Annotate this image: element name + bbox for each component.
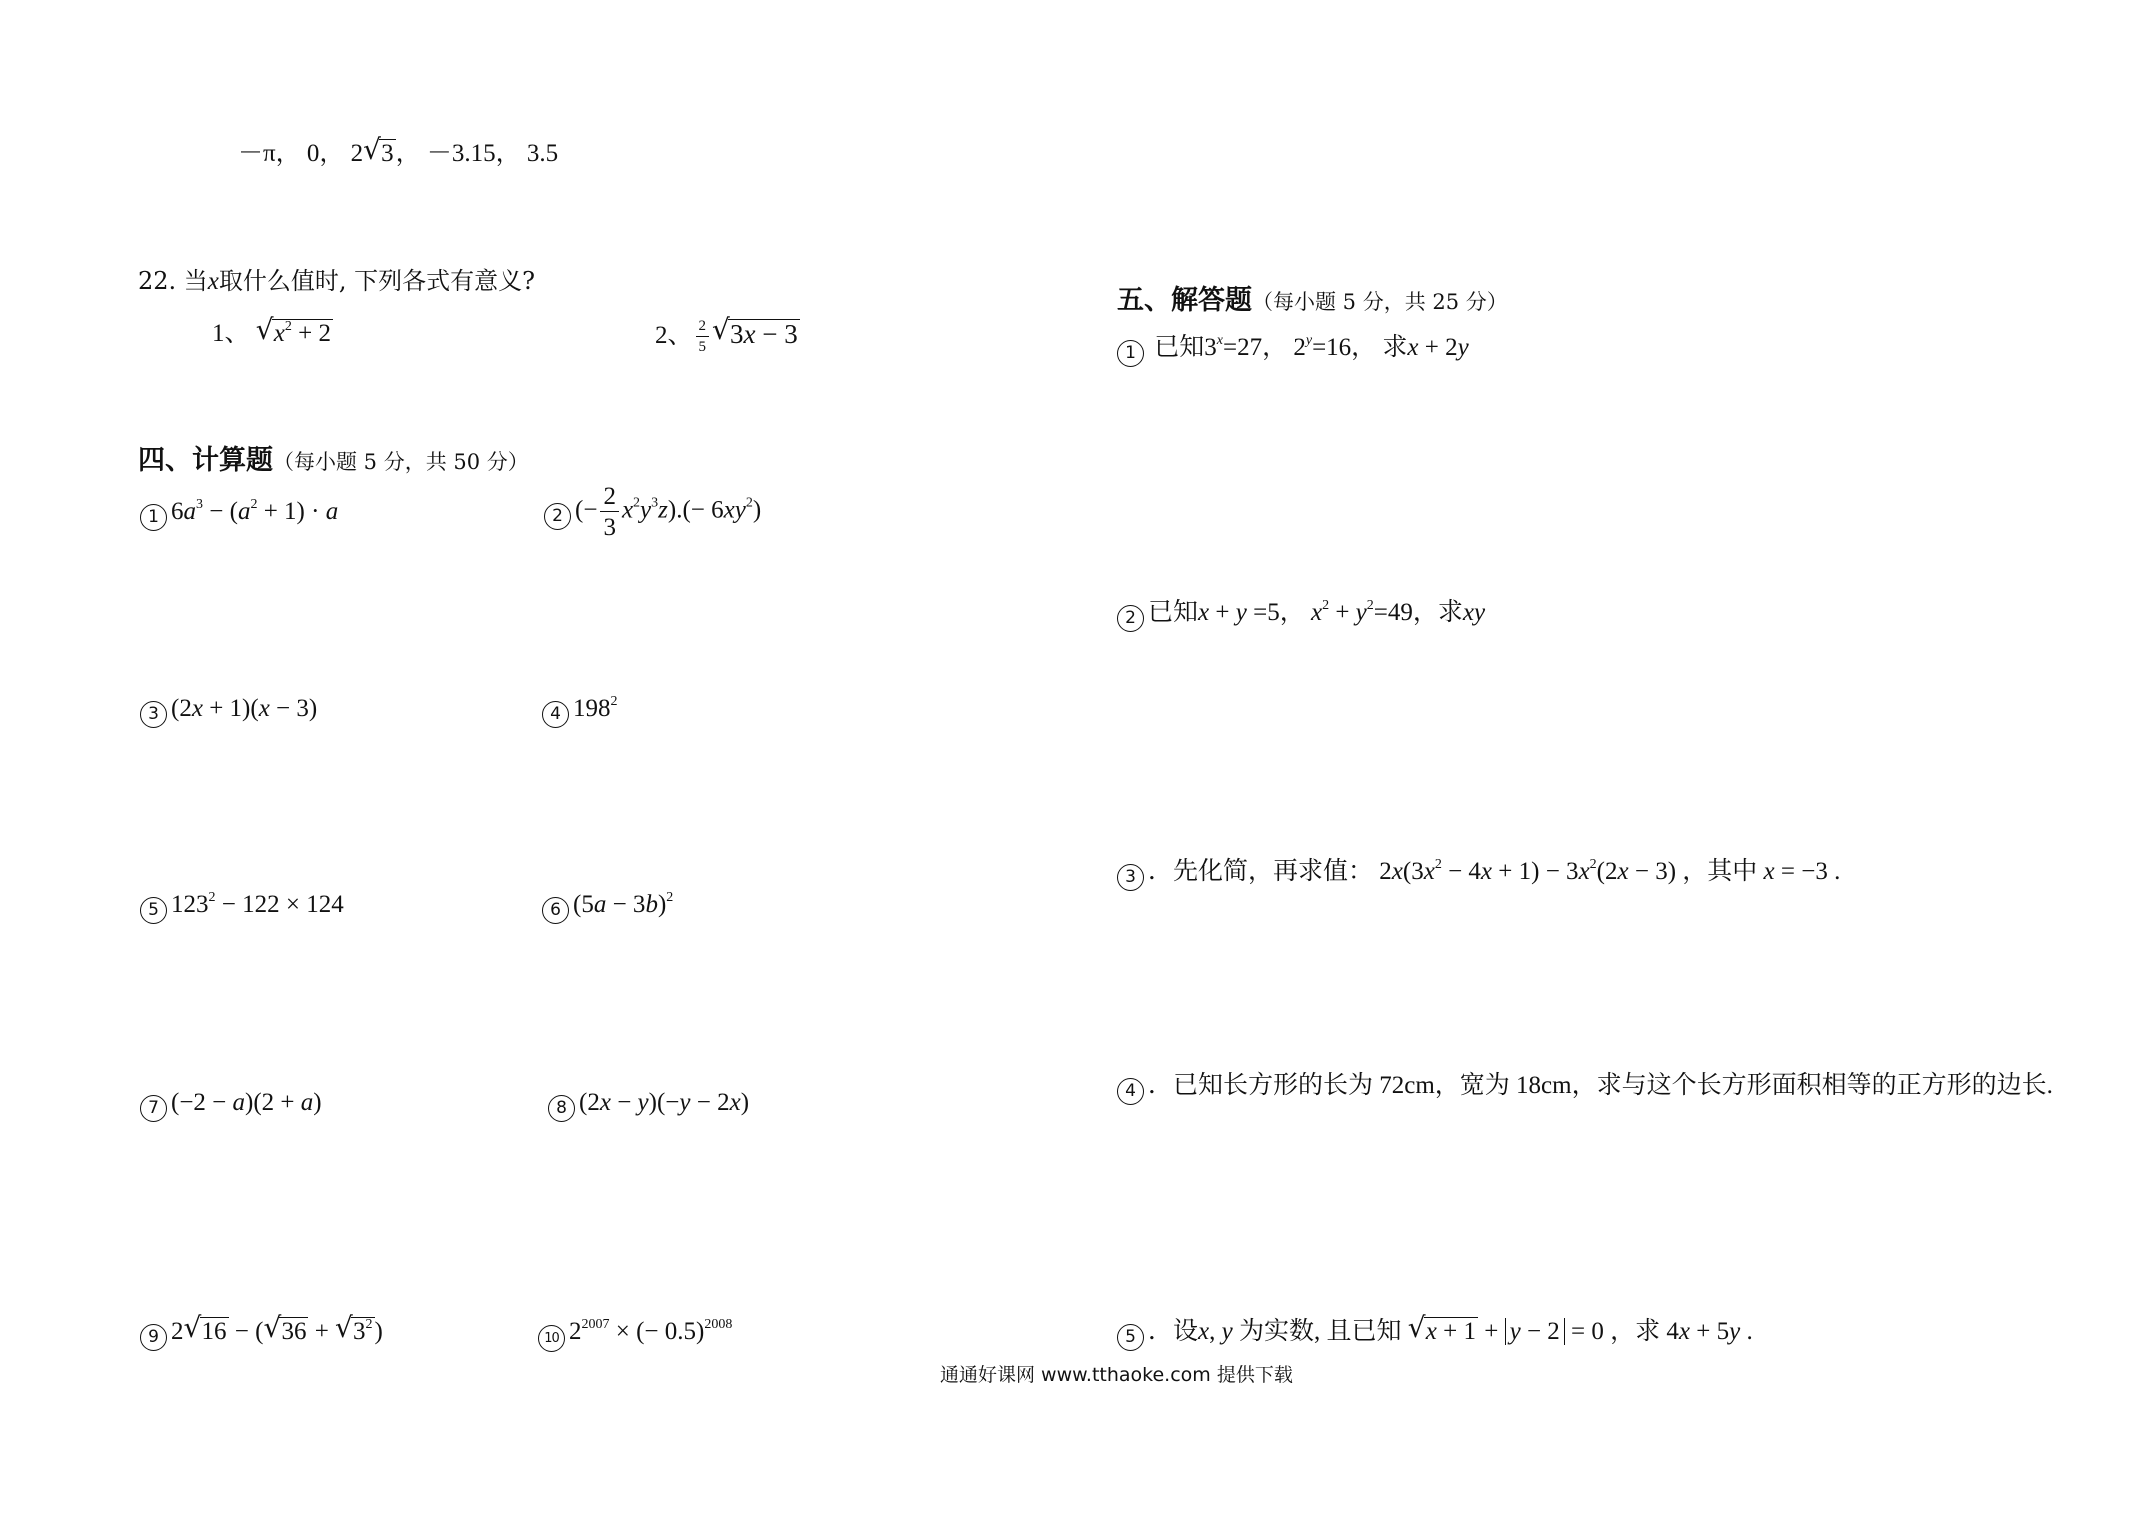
circled-number-10: 10 — [538, 1325, 565, 1352]
circled-number-8: 8 — [548, 1095, 575, 1122]
circled-number-2: 2 — [544, 503, 571, 530]
calc-problem-8: 8 (2x − y)(−y − 2x) — [548, 1087, 749, 1122]
q21-numbers: －π， 0， 2√ 3， －3.15， 3.5 — [238, 138, 558, 170]
solve-problem-4: 4 ．已知长方形的长为 72cm，宽为 18cm，求与这个长方形面积相等的正方形的边长. — [1117, 1070, 2053, 1105]
solve-problem-3: 3 ．先化简，再求值： $2x(3x^2 - 4x + 1) - 3x^2(2x - 3)$ ，其中 x = −3 . — [1117, 856, 1840, 891]
calc-problem-2: 2 (− $\frac{2}{3}$ $x^2y^3z).(- 6xy^2)$ — [544, 484, 761, 540]
circled-number-9: 9 — [140, 1324, 167, 1351]
calc-problem-4: 4 $198^2$ — [542, 693, 618, 728]
q22-item-2: 2、 $\frac{2}{5}$ √ 3x − 3 — [655, 318, 800, 355]
circled-number-1: 1 — [140, 504, 167, 531]
q22-stem: 22. 当x取什么值时, 下列各式有意义? — [138, 267, 536, 295]
circled-number-3: 3 — [1117, 864, 1144, 891]
circled-number-7: 7 — [140, 1095, 167, 1122]
calc-problem-5: 5 $123^2 - 122 \times 124$ — [140, 889, 344, 924]
circled-number-2: 2 — [1117, 605, 1144, 632]
solve-problem-5: 5 ．设x, y 为实数, 且已知 √ x + 1 + y − 2 = 0 ，求 4x + 5y . — [1117, 1316, 1753, 1351]
circled-number-5: 5 — [1117, 1324, 1144, 1351]
calc-problem-6: 6 $(5a - 3b)^2$ — [542, 889, 673, 924]
calc-problem-3: 3 (2x + 1)(x − 3) — [140, 693, 317, 728]
section4-heading: 四、计算题（每小题 5 分，共 50 分） — [138, 445, 529, 476]
circled-number-1: 1 — [1117, 340, 1144, 367]
circled-number-6: 6 — [542, 897, 569, 924]
footer-source: 通通好课网 www.tthaoke.com 提供下载 — [940, 1364, 1293, 1386]
circled-number-4: 4 — [1117, 1078, 1144, 1105]
circled-number-3: 3 — [140, 701, 167, 728]
circled-number-4: 4 — [542, 701, 569, 728]
calc-problem-10: 10 $2^{2007}$ × (− 0.5)$^{2008}$ — [538, 1316, 732, 1352]
solve-problem-1: 1 已知$3^x=27$， $2^y=16$， 求x + 2y — [1117, 332, 1469, 367]
calc-problem-1: 1 $6a^3 - (a^2 + 1) \cdot a$ — [140, 496, 338, 531]
section5-heading: 五、解答题（每小题 5 分，共 25 分） — [1117, 285, 1508, 316]
calc-problem-9: 9 2√ 16 − (√ 36 + √ $3^2$) — [140, 1316, 383, 1351]
circled-number-5: 5 — [140, 897, 167, 924]
q22-item-1: 1、 √ $x^2 + 2$ — [212, 318, 333, 350]
calc-problem-7: 7 (−2 − a)(2 + a) — [140, 1087, 322, 1122]
solve-problem-2: 2 已知x + y =5， $x^2 + y^2=49$，求xy — [1117, 597, 1485, 632]
